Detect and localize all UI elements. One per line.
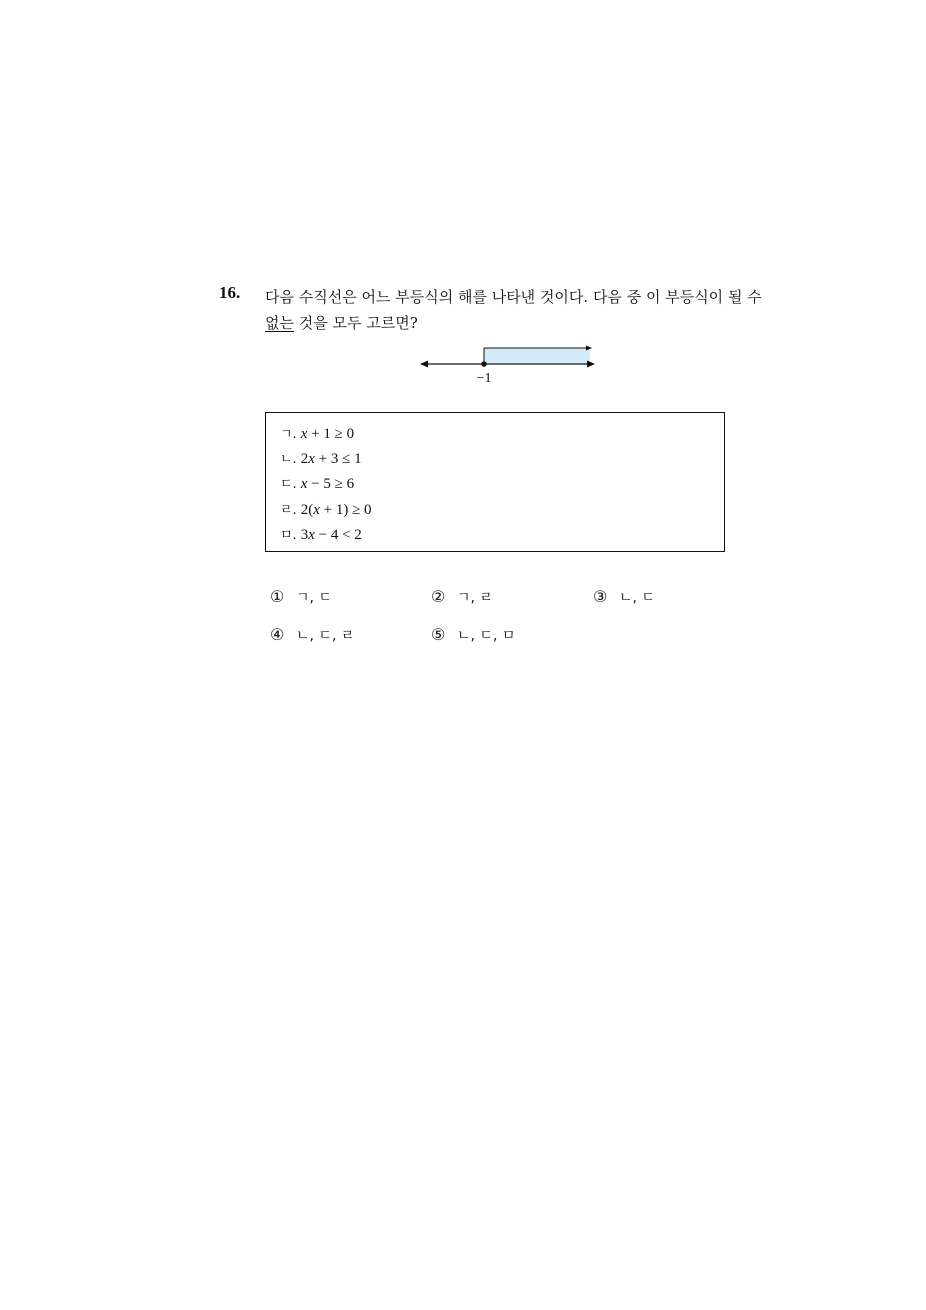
- answer-choice-4[interactable]: [270, 625, 354, 645]
- condition-item: [280, 524, 362, 544]
- choice-number: ①: [270, 587, 285, 606]
- condition-item: [280, 499, 372, 519]
- choice-text: ㄴ, ㄷ, ㄹ: [296, 628, 355, 644]
- condition-marker: ㅁ.: [280, 528, 297, 543]
- endpoint-dot: [481, 361, 487, 367]
- condition-marker: ㄱ.: [280, 427, 297, 442]
- condition-marker: ㄴ.: [280, 452, 297, 467]
- condition-item: [280, 423, 354, 443]
- question-text-part-2: 것을 모두 고르면?: [293, 314, 418, 332]
- axis-left-arrowhead: [420, 361, 428, 368]
- number-line-figure: [418, 342, 602, 388]
- condition-marker: ㄹ.: [280, 503, 297, 518]
- choice-number: ③: [593, 587, 608, 606]
- condition-expression: 2x + 3 ≤ 1: [300, 451, 362, 467]
- condition-marker: ㄷ.: [280, 477, 297, 492]
- endpoint-label: −1: [476, 371, 492, 386]
- question-text: [265, 284, 765, 336]
- question-text-part-1: 다음 수직선은 어느 부등식의 해를 나타낸 것이다. 다음 중 이 부등식이 될 수: [265, 288, 762, 306]
- answer-choice-1[interactable]: [270, 587, 332, 607]
- answer-choice-3[interactable]: [593, 587, 655, 607]
- condition-expression: 2(x + 1) ≥ 0: [300, 502, 372, 518]
- condition-item: [280, 448, 362, 468]
- choice-number: ④: [270, 625, 285, 644]
- answer-choice-5[interactable]: [431, 625, 515, 645]
- conditions-box: [265, 412, 725, 552]
- choice-text: ㄱ, ㄹ: [457, 590, 493, 606]
- condition-item: [280, 473, 354, 493]
- solution-shaded-region: [484, 348, 590, 363]
- choice-number: ⑤: [431, 625, 446, 644]
- choice-text: ㄱ, ㄷ: [296, 590, 332, 606]
- question-number: 16.: [219, 283, 241, 302]
- choice-number: ②: [431, 587, 446, 606]
- question-underlined-word: 없는: [265, 314, 294, 332]
- answer-choice-2[interactable]: [431, 587, 493, 607]
- condition-expression: x + 1 ≥ 0: [300, 426, 355, 442]
- choice-text: ㄴ, ㄷ: [619, 590, 655, 606]
- choice-text: ㄴ, ㄷ, ㅁ: [457, 628, 516, 644]
- condition-expression: x − 5 ≥ 6: [300, 476, 355, 492]
- condition-expression: 3x − 4 < 2: [300, 527, 362, 543]
- axis-right-arrowhead: [587, 361, 595, 368]
